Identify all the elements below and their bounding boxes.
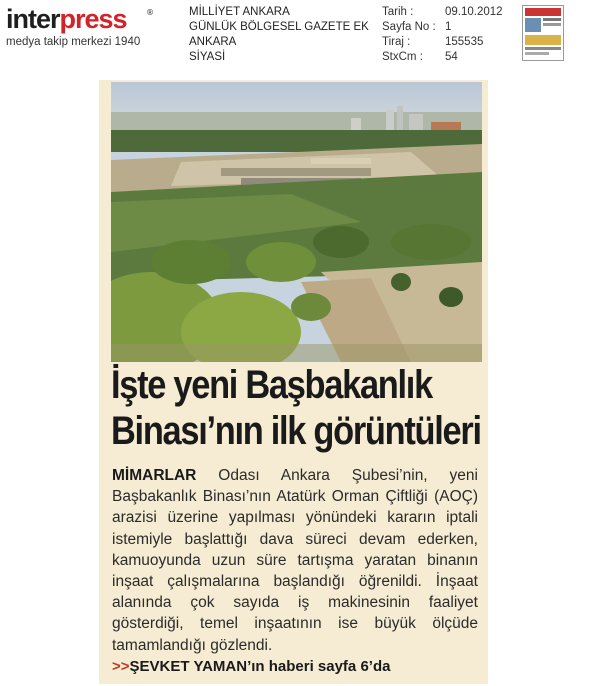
logo-wordmark <box>6 6 127 32</box>
meta-key: Sayfa No : <box>382 21 436 33</box>
logo-inter: inter <box>6 4 60 34</box>
thumbnail-masthead <box>525 8 561 16</box>
landscape-illustration <box>111 82 482 362</box>
meta-row-stxcm <box>382 50 515 65</box>
thumbnail-text-line <box>543 23 561 26</box>
lead-word: MİMARLAR <box>112 467 197 484</box>
page-thumbnail[interactable] <box>522 5 564 61</box>
article-body <box>112 465 478 656</box>
headline-line-2: Binası’nın ilk görüntüleri <box>111 409 481 453</box>
clipping-meta <box>382 5 515 65</box>
publication-name: MİLLİYET ANKARA <box>189 6 290 18</box>
double-arrow-icon: >> <box>112 658 130 675</box>
registered-mark: ® <box>146 8 154 17</box>
meta-key: StxCm : <box>382 51 423 63</box>
meta-row-date <box>382 5 515 20</box>
logo-tagline: medya takip merkezi 1940 <box>6 36 141 48</box>
publication-info <box>189 5 369 65</box>
interpress-logo <box>6 6 152 50</box>
headline-line-1: İşte yeni Başbakanlık <box>111 363 432 407</box>
thumbnail-text-line <box>543 18 561 21</box>
meta-key: Tiraj : <box>382 36 411 48</box>
meta-key: Tarih : <box>382 6 414 18</box>
thumbnail-text-line <box>525 47 561 50</box>
publication-type: GÜNLÜK BÖLGESEL GAZETE EK <box>189 21 369 33</box>
thumbnail-block <box>525 35 561 45</box>
body-text: Odası Ankara Şubesi’nin, yeni Başbakanlık Binası’nın Atatürk Orman Çiftliği (AOÇ) arazisi üzerine yapılması yönündeki kararın iptali istemiyle başlattığı dava süreci devam ederken, kamuoyunda uzun süre tartışma yaratan binanın inşaat çalışmalarına başlandığı öğrenildi. İnşaat alanında çok sayıda iş makinesinin faaliyet gösterdiği, temel inşaatının ise büyük ölçüde tamamlandığı gözlendi. <box>112 467 478 654</box>
meta-value: 1 <box>445 21 452 33</box>
meta-value: 155535 <box>445 36 484 48</box>
meta-value: 09.10.2012 <box>445 6 503 18</box>
thumbnail-photo <box>525 18 541 32</box>
meta-value: 54 <box>445 51 458 63</box>
construction-site-photo <box>111 82 482 362</box>
article-byline <box>112 658 390 675</box>
article-headline <box>111 362 481 454</box>
publication-city: ANKARA <box>189 36 237 48</box>
meta-row-circulation <box>382 35 515 50</box>
publication-category: SİYASİ <box>189 51 226 63</box>
logo-press: press <box>59 4 127 34</box>
thumbnail-text-line <box>525 52 549 55</box>
byline-text: ŞEVKET YAMAN’ın haberi sayfa 6’da <box>129 658 391 675</box>
meta-row-page <box>382 20 515 35</box>
